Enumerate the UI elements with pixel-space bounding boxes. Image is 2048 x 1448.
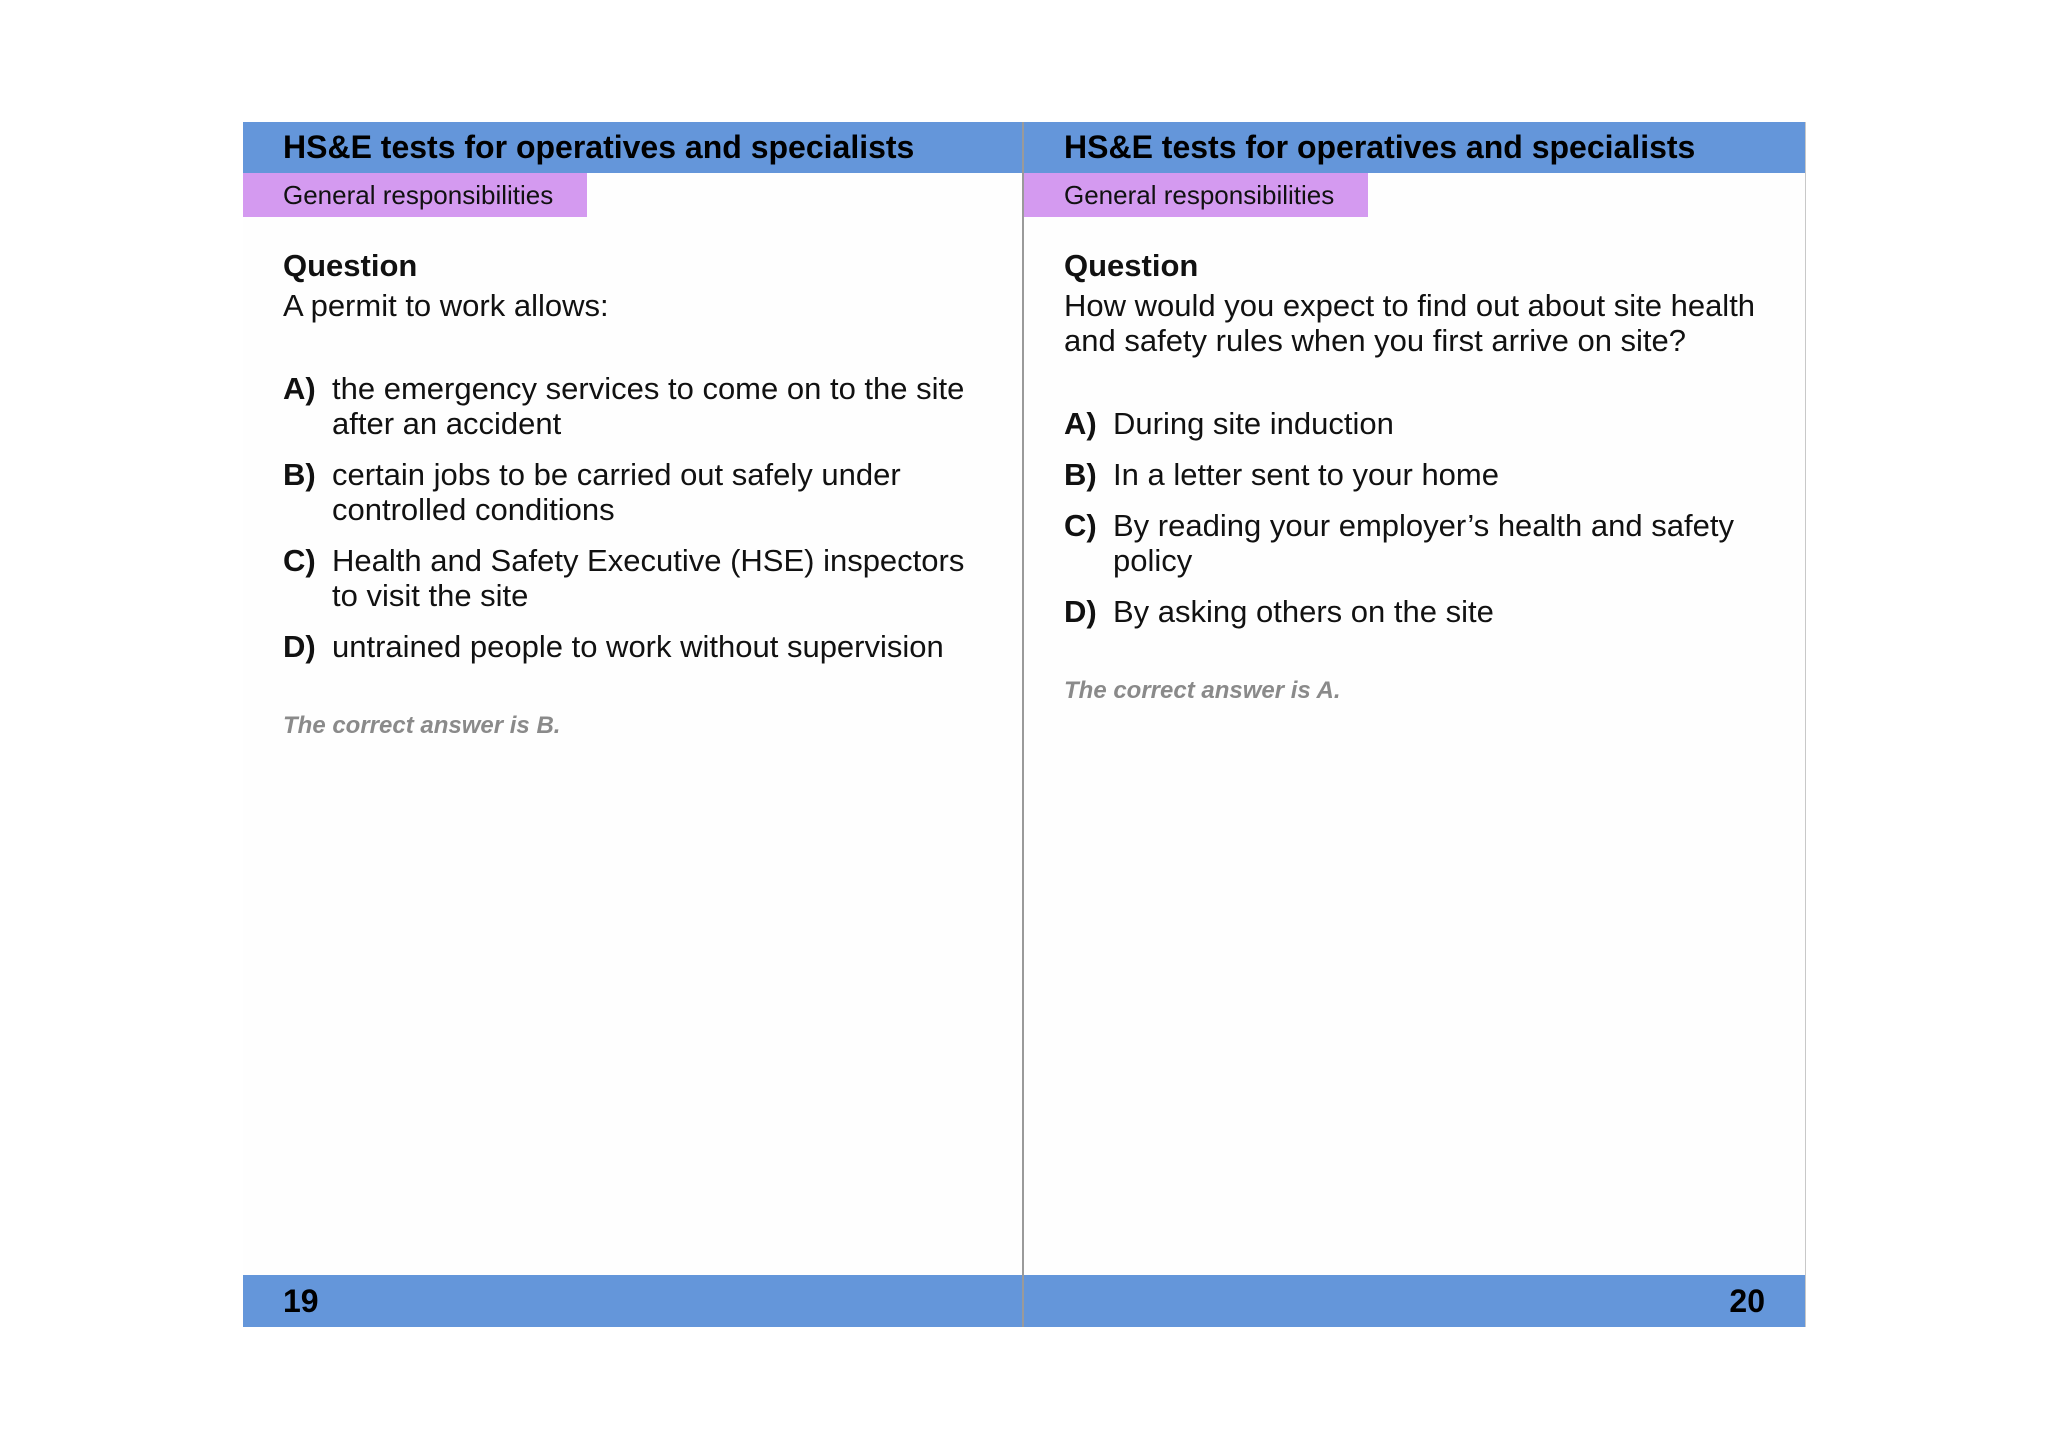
option-c [283,543,993,613]
option-text: certain jobs to be carried out safely under controlled conditions [332,457,901,527]
option-text: By reading your employer’s health and safety policy [1113,508,1734,578]
question-heading: Question [1064,248,1199,283]
option-letter: B) [1064,457,1097,492]
correct-answer: The correct answer is B. [283,712,561,739]
options-list [1064,406,1774,629]
option-letter: D) [283,629,316,664]
options-list [283,371,993,664]
page-right [1024,122,1805,1327]
page-number: 19 [283,1283,319,1319]
option-c [1064,508,1774,578]
option-text: Health and Safety Executive (HSE) inspectors to visit the site [332,543,965,613]
option-letter: B) [283,457,316,492]
option-a [283,371,993,441]
book-spread [243,122,1806,1327]
option-letter: A) [1064,406,1097,441]
option-b [1064,457,1774,492]
question-block [1064,246,1774,705]
page-header: HS&E tests for operatives and specialists [1024,122,1805,173]
page-left [243,122,1024,1327]
question-heading: Question [283,248,418,283]
option-text: By asking others on the site [1113,594,1494,629]
option-d [283,629,993,664]
option-text: untrained people to work without supervision [332,629,944,664]
option-d [1064,594,1774,629]
option-letter: A) [283,371,316,406]
option-letter: C) [1064,508,1097,543]
question-text: How would you expect to find out about site health and safety rules when you first arrive on site? [1064,288,1756,358]
option-letter: C) [283,543,316,578]
option-text: During site induction [1113,406,1394,441]
question-block [283,246,993,740]
option-letter: D) [1064,594,1097,629]
option-a [1064,406,1774,441]
option-text: the emergency services to come on to the site after an accident [332,371,965,441]
page-number: 20 [1729,1283,1765,1319]
option-text: In a letter sent to your home [1113,457,1499,492]
correct-answer: The correct answer is A. [1064,677,1341,704]
page-header: HS&E tests for operatives and specialists [243,122,1022,173]
page-footer [1024,1275,1805,1327]
question-text: A permit to work allows: [283,288,609,323]
section-tag: General responsibilities [1024,173,1368,217]
option-b [283,457,993,527]
page-footer [243,1275,1022,1327]
section-tag: General responsibilities [243,173,587,217]
